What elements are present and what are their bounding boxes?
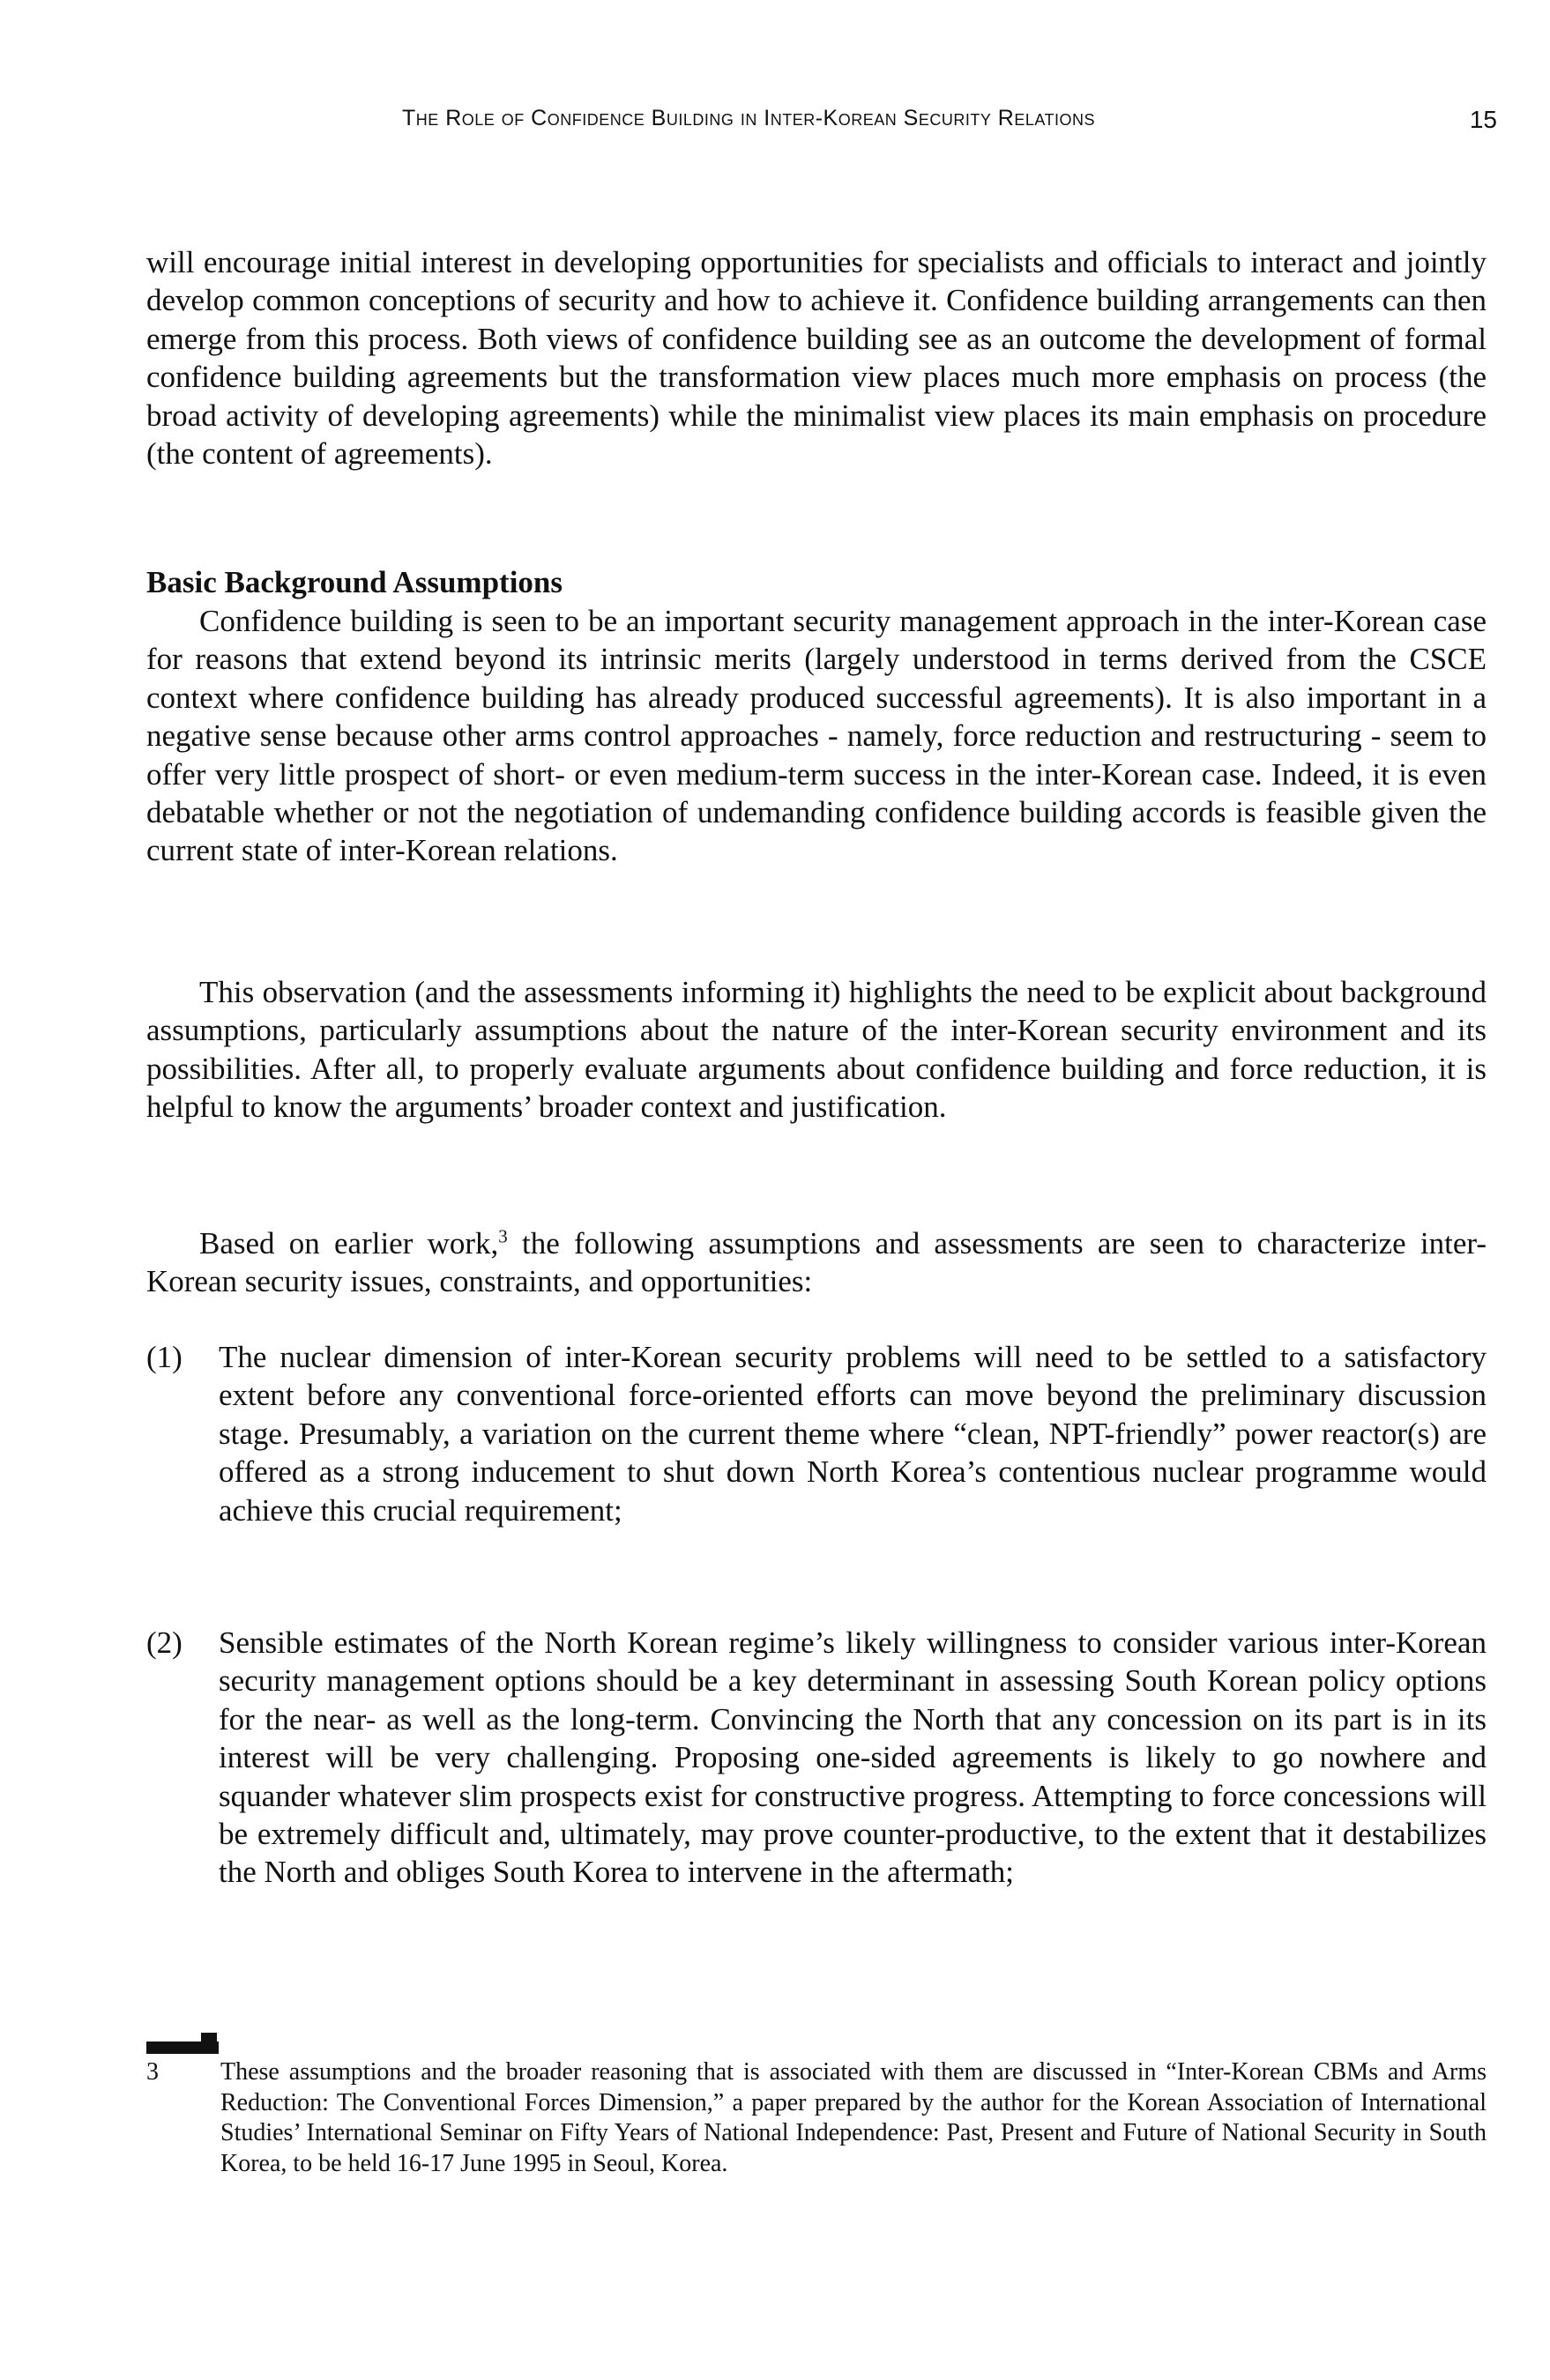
footnote-text: These assumptions and the broader reasoning that is associated with them are discussed in “Inter-Korean CBMs and Arms Reduction: The Conventional Forces Dimension,” a paper prepared by the author for the Korean Association of International Studies’ International Seminar on Fifty Years of National Independence: Past, Present and Future of National Security in South Korea, to be held 16-17 June 1995 in Seoul, Korea. xyxy=(220,2058,1487,2177)
list-item-2 xyxy=(146,1624,1487,1892)
page-number: 15 xyxy=(1469,106,1497,133)
list-item-text: The nuclear dimension of inter-Korean security problems will need to be settled to a satisfactory extent before any conventional force-oriented efforts can move beyond the preliminary discussion stage. Presumably, a variation on the current theme where “clean, NPT-friendly” power reactor(s) are offered as a strong inducement to shut down North Korea’s contentious nuclear programme would achieve this crucial requirement; xyxy=(219,1340,1487,1528)
paragraph-text-start: Based on earlier work, xyxy=(199,1226,499,1261)
intro-paragraph: will encourage initial interest in developing opportunities for specialists and officials to interact and jointly develop common conceptions of security and how to achieve it. Confidence building arrangements can then emerge from this process. Both views of confidence building see as an outcome the development of formal confidence building agreements but the transformation view places much more emphasis on process (the broad activity of developing agreements) while the minimalist view places its main emphasis on procedure (the content of agreements). xyxy=(146,245,1487,472)
list-marker: (1) xyxy=(146,1340,183,1374)
body-paragraph-earlier-work xyxy=(146,1224,1487,1301)
footnote-rule-mark xyxy=(201,2033,217,2045)
list-item-text: Sensible estimates of the North Korean regime’s likely willingness to consider various inter-Korean security management options should be a key determinant in assessing South Korean policy options for the near- as well as the long-term. Convincing the North that any concession on its part is in its interest will be very challenging. Proposing one-sided agreements is likely to go nowhere and squander whatever slim prospects exist for constructive progress. Attempting to force concessions will be extremely difficult and, ultimately, may prove counter-productive, to the extent that it destabilizes the North and obliges South Korea to intervene in the aftermath; xyxy=(219,1625,1487,1890)
running-head xyxy=(146,106,1497,150)
body-paragraph-observation: This observation (and the assessments informing it) highlights the need to be explicit about background assumptions, particularly assumptions about the nature of the inter-Korean security environment and its possibilities. After all, to properly evaluate arguments about confidence building and force reduction, it is helpful to know the arguments’ broader context and justification. xyxy=(146,975,1487,1125)
section-heading: Basic Background Assumptions xyxy=(146,565,563,599)
footnote-number: 3 xyxy=(146,2058,159,2086)
paragraph-text-end: the following assumptions and assessments are seen to characterize inter-Korean security issues, constraints, and opportunities: xyxy=(146,1226,1487,1299)
body-paragraph-confidence-building: Confidence building is seen to be an important security management approach in the inter-Korean case for reasons that extend beyond its intrinsic merits (largely understood in terms derived from the CSCE context where confidence building has already produced successful agreements). It is also important in a negative sense because other arms control approaches - namely, force reduction and restructuring - seem to offer very little prospect of short- or even medium-term success in the inter-Korean case. Indeed, it is even debatable whether or not the negotiation of undemanding confidence building accords is feasible given the current state of inter-Korean relations. xyxy=(146,604,1487,868)
running-head-title: The Role of Confidence Building in Inter-Korean Security Relations xyxy=(402,106,1096,130)
footnote-reference: 3 xyxy=(498,1225,508,1247)
footnote xyxy=(146,2057,1487,2179)
list-item-1 xyxy=(146,1338,1487,1529)
list-marker: (2) xyxy=(146,1625,183,1660)
